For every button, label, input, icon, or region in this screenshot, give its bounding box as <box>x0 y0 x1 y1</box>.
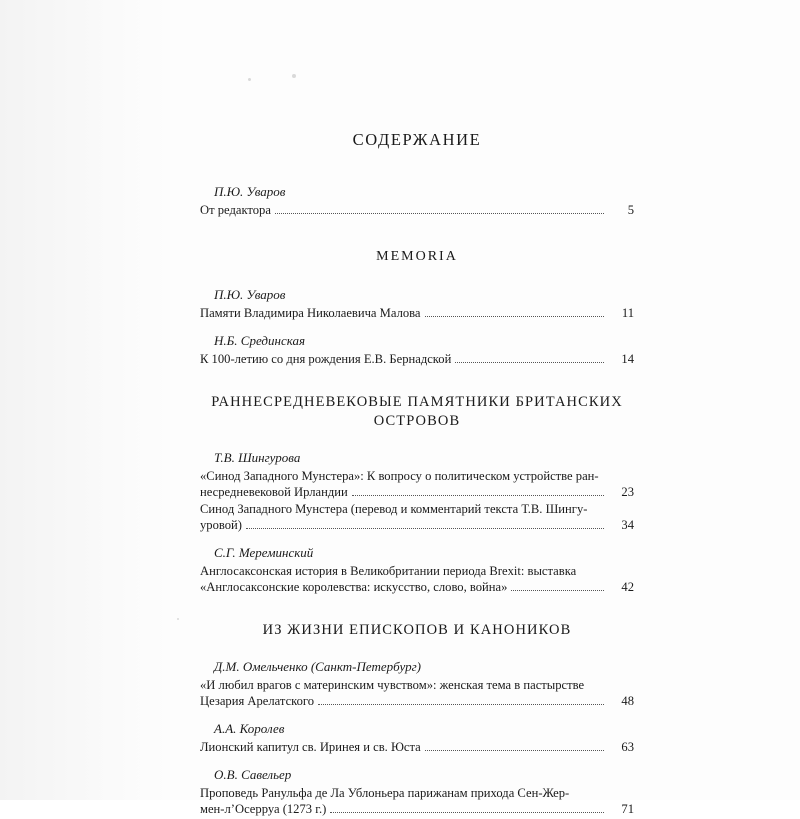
entry-title: От редактора <box>200 203 271 217</box>
entry-author: О.В. Савельер <box>214 766 292 782</box>
entry-title-line: уровой) <box>200 518 242 533</box>
toc-group <box>200 287 634 321</box>
entry-title-line: «И любил врагов с материнским чувством»: женская тема в пастырстве <box>200 677 585 692</box>
entry-author: П.Ю. Уваров <box>214 184 286 199</box>
toc-group <box>200 450 634 533</box>
toc-group <box>200 184 634 218</box>
leader-dots <box>603 471 604 480</box>
scan-speckle <box>177 618 179 620</box>
entry-author: Т.В. Шингурова <box>214 450 301 466</box>
section-heading-memoria: MEMORIA <box>376 249 458 264</box>
entry-page-number: 14 <box>621 351 634 366</box>
page-margin-shadow <box>0 0 168 800</box>
scan-speckle <box>292 74 296 78</box>
section-heading-bishops-canons: ИЗ ЖИЗНИ ЕПИСКОПОВ И КАНОНИКОВ <box>262 622 572 639</box>
entry-title: Памяти Владимира Николаевича Малова <box>200 305 421 320</box>
leader-dots <box>425 307 604 317</box>
entry-author: С.Г. Мереминский <box>214 545 314 561</box>
entry-title-line: мен-л’Осерруа (1273 г.) <box>200 801 327 816</box>
toc-entry[interactable] <box>200 786 634 817</box>
leader-dots <box>425 741 604 751</box>
entry-title-line: Цезария Арелатского <box>200 693 315 708</box>
entry-page-number: 5 <box>627 203 634 217</box>
entry-author: Д.М. Омельченко (Санкт-Петербург) <box>214 658 422 674</box>
toc-entry[interactable] <box>200 306 634 321</box>
entry-page-number: 63 <box>621 739 634 754</box>
leader-dots <box>511 581 604 591</box>
entry-title-line: Англосаксонская история в Великобритании периода Brexit: выставка <box>200 564 577 579</box>
section-heading-british-isles: РАННЕСРЕДНЕВЕКОВЫЕ ПАМЯТНИКИ БРИТАНСКИХ ОСТРОВОВ <box>211 393 623 430</box>
entry-author: Н.Б. Срединская <box>214 332 306 348</box>
toc-group <box>200 333 634 367</box>
toc-entry[interactable] <box>200 469 634 500</box>
leader-dots <box>330 803 604 813</box>
toc-entry[interactable] <box>200 352 634 367</box>
entry-page-number: 34 <box>621 518 634 533</box>
leader-dots <box>580 566 604 575</box>
leader-dots <box>588 680 604 689</box>
toc-entry[interactable] <box>200 678 634 709</box>
leader-dots <box>318 695 604 705</box>
toc-entry[interactable] <box>200 740 634 755</box>
leader-dots <box>352 486 604 496</box>
entry-title-line: «Англосаксонские королевства: искусство, слово, война» <box>200 580 508 595</box>
leader-dots <box>573 788 604 797</box>
entry-author: А.А. Королев <box>214 720 285 736</box>
page-title: СОДЕРЖАНИЕ <box>352 130 482 149</box>
toc-entry[interactable] <box>200 564 634 595</box>
entry-author: П.Ю. Уваров <box>214 286 286 302</box>
entry-title-line: Проповедь Ранульфа де Ла Ублоньера парижанам прихода Сен-Жер- <box>200 785 570 800</box>
leader-dots <box>591 504 604 513</box>
entry-title-line: «Синод Западного Мунстера»: К вопросу о политическом устройстве ран- <box>200 469 599 484</box>
toc-group <box>200 721 634 755</box>
toc-group <box>200 767 634 817</box>
entry-page-number: 11 <box>621 305 634 320</box>
scan-speckle <box>248 78 251 81</box>
entry-page-number: 42 <box>621 580 634 595</box>
entry-title-line: Синод Западного Мунстера (перевод и комментарий текста Т.В. Шингу- <box>200 502 588 517</box>
table-of-contents <box>200 130 634 819</box>
entry-title-line: несредневековой Ирландии <box>200 485 348 500</box>
leader-dots <box>246 519 604 529</box>
entry-page-number: 23 <box>621 485 634 500</box>
leader-dots <box>275 204 604 214</box>
entry-title: К 100-летию со дня рождения Е.В. Бернадской <box>200 351 452 366</box>
toc-group <box>200 659 634 709</box>
entry-page-number: 48 <box>621 693 634 708</box>
leader-dots <box>455 353 604 363</box>
entry-page-number: 71 <box>621 801 634 816</box>
toc-entry[interactable] <box>200 203 634 218</box>
entry-title: Лионский капитул св. Иринея и св. Юста <box>200 739 421 754</box>
toc-group <box>200 545 634 595</box>
toc-entry[interactable] <box>200 502 634 533</box>
